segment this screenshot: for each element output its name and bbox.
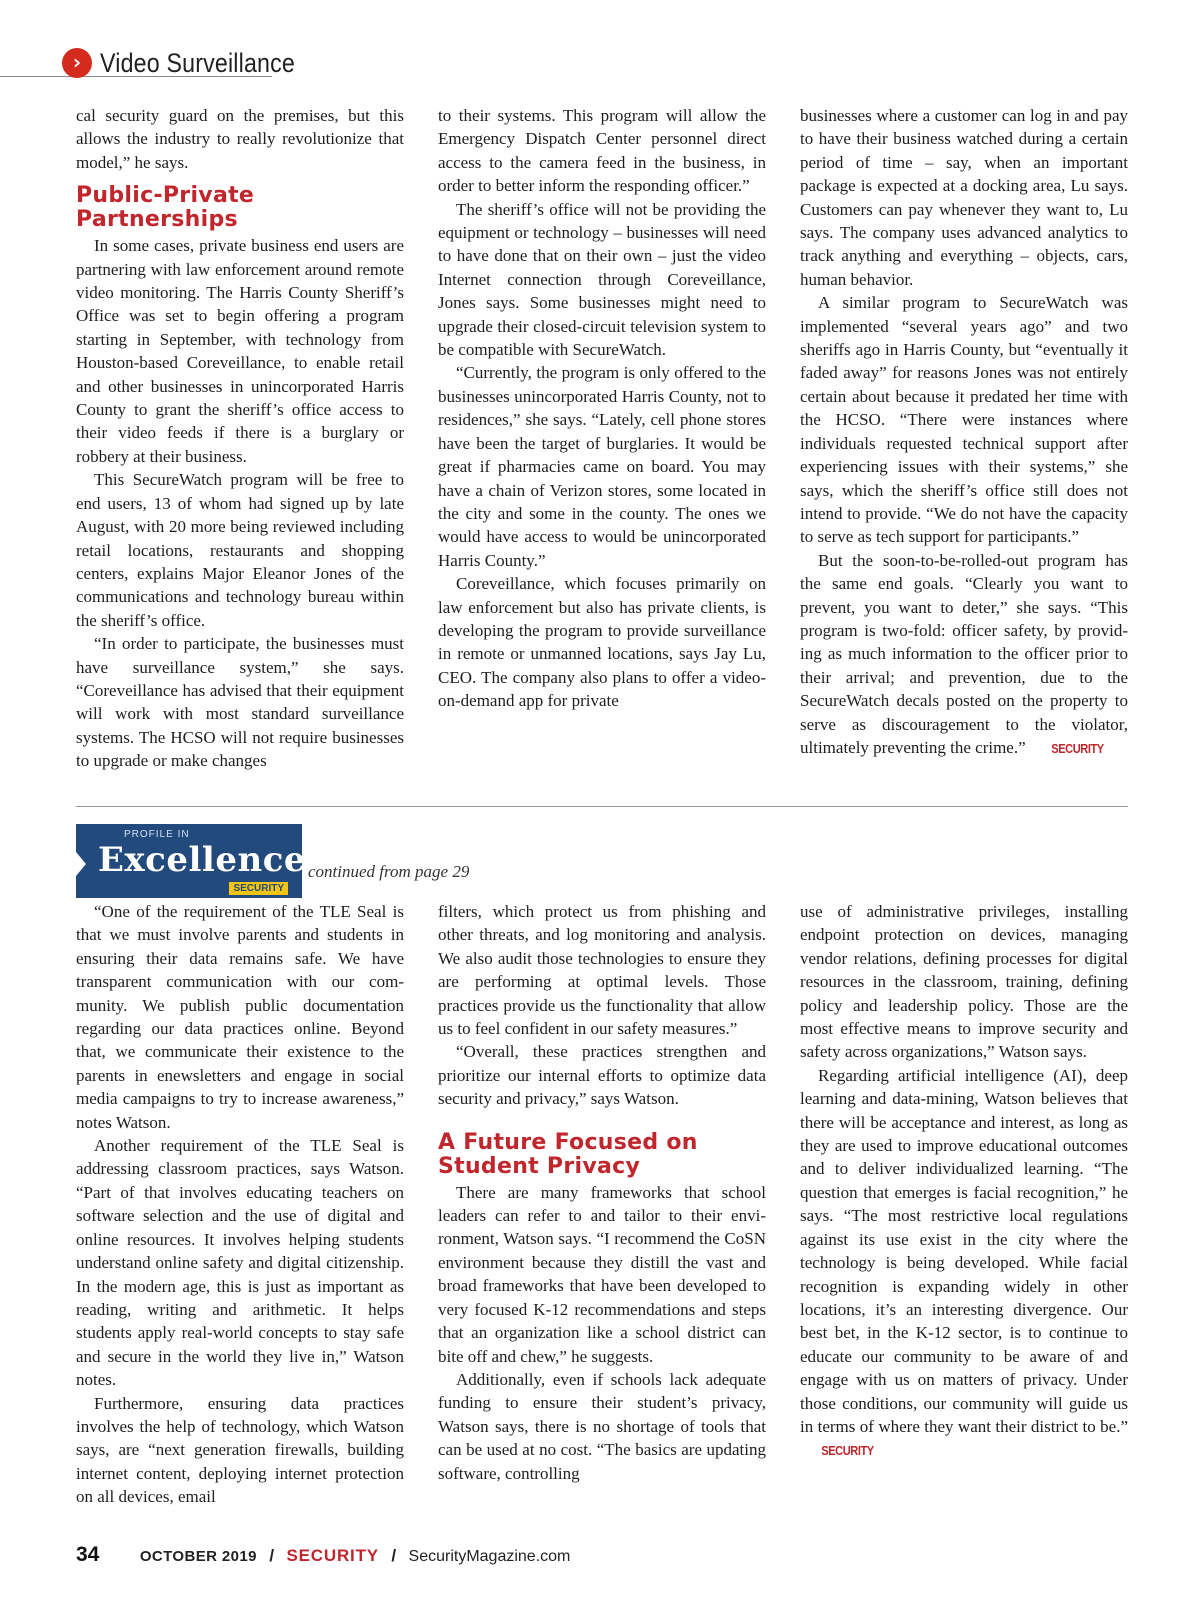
paragraph: use of administrative privileges, installing endpoint protection on devices, managing vendor relations, defining processes for digital resources in the classroom, training, defining policy and leadership policy. Those are the most effective means to improve security and safety across organizations,” Watson says.: [800, 902, 1128, 1062]
profile-pre-label: PROFILE IN: [124, 829, 190, 840]
profile-brand: SECURITY: [229, 882, 288, 895]
section-title: Video Surveillance: [100, 48, 296, 78]
paragraph: “In order to participate, the businesses must have surveillance system,” she says. “Coreveillance has advised that their equipment will work with most standard surveillance systems. The HCSO will not require businesses to upgrade or make changes: [76, 634, 404, 771]
paragraph: “Currently, the program is only offered to the businesses unincorporated Harris County, not to residences,” she says. “Lately, cell phone stores have been the target of burglaries. It would be great if pharmacies came on board. You may have a chain of Verizon stores, some located in the city and some in the county. The ones we would have access to would be unincorporated Harris County.”: [438, 363, 766, 570]
section-header: [0, 44, 296, 84]
paragraph: Another requirement of the TLE Seal is addressing classroom practices, says Watson. “Part of that involves educating teachers on software selection and the use of digital and online resources. It involves helping students understand online safety and digital citizenship. In the modern age, this is just as important as reading, writing and arithmetic. It helps students apply real-world concepts to stay safe and secure in the world they live in,” Watson notes.: [76, 1136, 404, 1390]
paragraph: cal security guard on the premises, but this allows the industry to really revolutionize that model,” he says.: [76, 106, 404, 172]
continued-note: continued from page 29: [308, 862, 470, 881]
paragraph: “One of the requirement of the TLE Seal is that we must involve parents and students in ensuring their data remains safe. We have transparent communication with our community. We publish public documentation regarding our data practices online. Beyond that, we communicate their existence to the parents in enewsletters and engage in social media campaigns to try to increase awareness,” notes Watson.: [76, 902, 404, 1132]
footer-website: SecurityMagazine.com: [408, 1548, 571, 1565]
paragraph: This SecureWatch program will be free to end users, 13 of whom had signed up by late August, with 20 more being reviewed including retail locations, restaurants and shopping centers, explains Major Eleanor Jones of the communications and technology bureau within the sheriff’s office.: [76, 470, 404, 630]
paragraph-text: Regarding artificial intelligence (AI), deep learning and data-mining, Watson believes that there will be acceptance and interest, as long as they are used to improve educational outcomes and to deliver individualized learning. “The question that emerges is facial recognition,” he says. “The most restrictive local regulations against its use exist in the city where the technology is being developed. While facial recognition is expanding widely in other locations, it’s an interesting divergence. Our best bet, in the K-12 sector, is to continue to educate our community to be aware of and engage with us on matters of privacy. Under those conditions, our community will guide us in terms of where they want their district to be.”: [800, 1065, 1128, 1436]
footer-separator: /: [391, 1546, 397, 1565]
end-mark-security: SECURITY: [1051, 740, 1104, 756]
subheading-public-private-partnerships: Public-Private Partnerships: [76, 183, 255, 233]
paragraph: Furthermore, ensuring data practices involves the help of technology, which Watson says, are “next generation firewalls, building internet content, deploying internet protection on all devices, email: [76, 1393, 404, 1507]
bottom-column-3: [800, 900, 1128, 1462]
paragraph: businesses where a customer can log in and pay to have their business watched during a certain period of time – say, when an important package is expected at a docking area, Lu says. Customers can pay whenever they want to, Lu says. The company uses advanced analytics to track anything and everything – objects, cars, human behavior.: [800, 106, 1128, 289]
banner-notch: [76, 852, 86, 876]
top-column-3: [800, 104, 1128, 759]
subheading-future-focused: A Future Focused on Student Privacy: [438, 1129, 698, 1179]
page-footer: [76, 1543, 570, 1567]
section-divider: [76, 806, 1128, 807]
top-column-1: [76, 104, 404, 773]
page-number: 34: [76, 1543, 100, 1566]
bottom-column-2: [438, 900, 766, 1485]
paragraph: [800, 1064, 1128, 1462]
footer-brand: SECURITY: [286, 1546, 379, 1565]
profile-title: Excellence: [98, 840, 307, 880]
bottom-column-1: [76, 900, 404, 1509]
paragraph: In some cases, private business end users are partnering with law enforcement around remote video monitoring. The Harris County Sheriff’s Office was set to begin offering a program starting in September, with technology from Houston-based Coreveillance, to enable retail and other businesses in unincorporated Harris County to grant the sheriff’s office access to their video feeds if there is a burglary or robbery at their business.: [76, 236, 404, 466]
profile-in-excellence-logo: [76, 824, 307, 898]
paragraph: Coreveillance, which focuses primarily on law enforcement but also has private clients, is developing the program to provide surveillance in remote or unmanned locations, says Jay Lu, CEO. The company also plans to offer a video-on-demand app for private: [438, 574, 766, 711]
footer-separator: /: [269, 1546, 275, 1565]
issue-date: OCTOBER 2019: [139, 1548, 257, 1565]
chevron-right-icon: ›: [62, 48, 92, 78]
paragraph: The sheriff’s office will not be providing the equipment or technology – businesses will need to have done that on their own – just the video Internet connection through Coreveillance, Jones says. Some businesses might need to upgrade their closed-circuit television system to be compatible with SecureWatch.: [438, 199, 766, 360]
top-column-2: [438, 104, 766, 713]
paragraph: Additionally, even if schools lack adequate funding to ensure their student’s privacy, Watson says, there is no shortage of tools that can be used at no cost. “The basics are updating software, controlling: [438, 1369, 766, 1483]
paragraph-text: But the soon-to-be-rolled-out program has the same end goals. “Clearly you want to prevent, you want to deter,” she says. “This program is two-fold: officer safety, by providing as much information to the officer prior to their arrival; and prevention, due to the SecureWatch decals posted on the property to serve as discouragement to the violator, ultimately preventing the crime.”: [800, 550, 1128, 757]
paragraph: [800, 549, 1128, 760]
paragraph: “Overall, these practices strengthen and prioritize our internal efforts to optimize data security and privacy,” says Watson.: [438, 1042, 766, 1109]
paragraph: There are many frameworks that school leaders can refer to and tailor to their environment, Watson says. “I recommend the CoSN environment because they distill the vast and broad frameworks that have been developed to very focused K-12 recommendations and steps that an organization like a school district can bite off and chew,” he suggests.: [438, 1182, 766, 1366]
paragraph: to their systems. This program will allow the Emergency Dispatch Center personnel direct access to the camera feed in the business, in order to better inform the responding officer.”: [438, 106, 766, 196]
end-mark-security: SECURITY: [821, 1443, 874, 1459]
paragraph: filters, which protect us from phishing and other threats, and log monitoring and analysis. We also audit those technologies to ensure they are performing at optimal levels. Those practices provide us the functionality that allow us to feel confident in our safety measures.”: [438, 902, 766, 1039]
paragraph: A similar program to SecureWatch was implemented “several years ago” and two sheriffs ago in Harris County, but “eventually it faded away” for reasons Jones was not entirely certain about because it predated her time with the HCSO. “There were instances where individuals requested technical support after experiencing issues with their systems,” she says, which the sheriff’s office still does not intend to provide. “We do not have the capacity to serve as tech support for participants.”: [800, 293, 1128, 547]
